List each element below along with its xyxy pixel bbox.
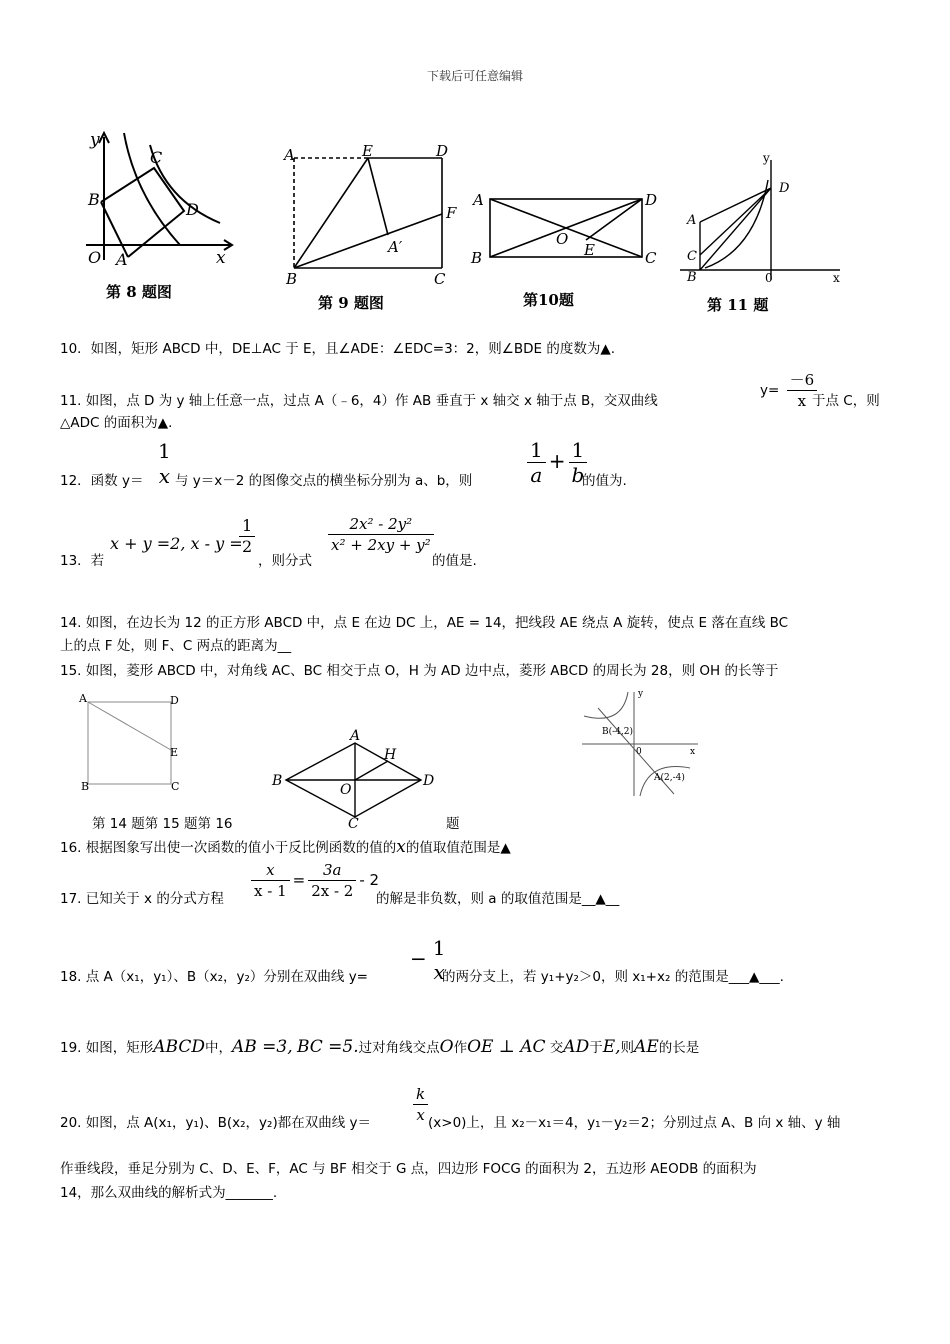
q20-prefix: 20. 如图，点 A(x₁，y₁)、B(x₂，y₂)都在双曲线 y＝ xyxy=(60,1115,372,1131)
fig8-label-x: x xyxy=(216,248,226,268)
q20-frac xyxy=(413,1084,428,1125)
fig9-label-c: C xyxy=(434,270,446,288)
fig16-label-x: x xyxy=(690,747,696,757)
question-17 xyxy=(60,858,890,908)
q12-suffix: 的值为. xyxy=(582,473,627,489)
q12-prefix: 12．函数 y＝ xyxy=(60,473,144,489)
fig10-caption: 第10题 xyxy=(523,291,574,309)
fig9-label-d: D xyxy=(436,142,449,160)
fig9-caption: 第 9 题图 xyxy=(318,294,384,312)
fig15-label-d: D xyxy=(423,773,435,789)
question-16 xyxy=(60,836,890,860)
q11-text-a: 11. 如图，点 D 为 y 轴上任意一点，过点 A（﹣6，4）作 AB 垂直于 x 轴交 x 轴于点 B，交双曲线 xyxy=(60,393,658,409)
q19-p2: 过对角线交点 xyxy=(358,1040,440,1056)
q17-left-num: x xyxy=(251,860,290,881)
q17-right-num: 3a xyxy=(308,860,356,881)
fig10-label-a: A xyxy=(473,191,484,209)
q20-suffix: (x>0)上，且 x₂－x₁＝4，y₁－y₂＝2；分别过点 A、B 向 x 轴、y 轴 xyxy=(428,1115,841,1131)
fig8-label-d: D xyxy=(186,200,199,219)
q13-expr-num: 2x² - 2y² xyxy=(328,514,434,535)
q19-oe: OE ⊥ AC xyxy=(467,1037,546,1057)
q16-suffix: 的值取值范围是▲ xyxy=(405,840,511,856)
q12-frac-1 xyxy=(155,438,174,488)
fig14-label-a: A xyxy=(79,692,87,705)
fig11-label-y: y xyxy=(763,151,770,165)
fig11-label-a: A xyxy=(687,213,697,228)
q18-suffix: 的两分支上，若 y₁+y₂＞0，则 x₁+x₂ 的范围是___▲___. xyxy=(442,969,784,985)
q12-plus: + xyxy=(548,449,566,473)
fig15-label-c: C xyxy=(348,816,359,828)
q13-mid: ，则分式 xyxy=(258,553,312,569)
q13-condition: x + y =2, x - y = xyxy=(110,534,243,553)
q17-prefix: 17. 已知关于 x 的分式方程 xyxy=(60,891,224,907)
q14-line1: 14. 如图，在边长为 12 的正方形 ABCD 中，点 E 在边 DC 上，AE = 14，把线段 AE 绕点 A 旋转，使点 E 落在直线 BC xyxy=(60,615,789,631)
fig10-label-d: D xyxy=(645,191,658,209)
question-10: 10．如图，矩形 ABCD 中，DE⊥AC 于 E，且∠ADE：∠EDC=3：2，则∠BDE 的度数为▲. xyxy=(60,341,616,357)
q19-p4: 交 xyxy=(549,1040,564,1056)
captions-row-left: 第 14 题第 15 题第 16 xyxy=(92,816,233,832)
fig8-label-b: B xyxy=(88,190,100,209)
q17-left-den: x - 1 xyxy=(254,882,287,900)
q12-sum xyxy=(524,438,590,487)
q18-prefix: 18. 点 A（x₁，y₁）、B（x₂，y₂）分别在双曲线 y= xyxy=(60,969,368,985)
fig15-label-o: O xyxy=(340,782,352,798)
q13-cond-frac xyxy=(239,516,255,557)
q19-e: E, xyxy=(602,1037,621,1057)
q17-suffix: 的解是非负数，则 a 的取值范围是__▲__ xyxy=(376,891,620,907)
fig11-label-d: D xyxy=(779,181,790,196)
q14-line2: 上的点 F 处，则 F、C 两点的距离为__ xyxy=(60,638,292,654)
fig11-label-o: 0 xyxy=(765,271,773,285)
q19-p5: 于 xyxy=(589,1040,603,1056)
figure-11 xyxy=(675,150,855,320)
fig16-label-a: A(2,-4) xyxy=(654,773,685,783)
q19-p1: 中， xyxy=(205,1040,232,1056)
question-18 xyxy=(60,932,890,992)
q17-right-frac xyxy=(308,860,356,901)
q20-line3: 14，那么双曲线的解析式为_______. xyxy=(60,1185,278,1201)
fig8-label-a: A xyxy=(116,250,128,269)
fig11-label-b: B xyxy=(687,270,697,285)
q12-mid: 与 y＝x－2 的图像交点的横坐标分别为 a、b，则 xyxy=(175,473,473,489)
q19-p6: 则 xyxy=(620,1040,635,1056)
fig8-label-o: O xyxy=(88,248,102,267)
q12-frac-a-den: a xyxy=(530,463,543,487)
q12-frac-a-num: 1 xyxy=(527,438,546,463)
fig11-caption: 第 11 题 xyxy=(707,296,769,314)
q19-ad: AD xyxy=(563,1037,590,1057)
q13-expr-den: x² + 2xy + y² xyxy=(331,536,431,554)
fig14-label-c: C xyxy=(171,780,180,793)
fig16-label-b: B(-4,2) xyxy=(602,727,633,737)
figure-15 xyxy=(268,728,438,828)
fig9-label-e: E xyxy=(362,142,373,160)
q12-frac-1-den: x xyxy=(158,464,170,488)
question-15: 15. 如图，菱形 ABCD 中，对角线 AC、BC 相交于点 O，H 为 AD 边中点，菱形 ABCD 的周长为 28，则 OH 的长等于 xyxy=(60,663,779,679)
fig9-label-b: B xyxy=(286,270,298,288)
fig8-caption: 第 8 题图 xyxy=(106,283,172,301)
fig14-label-b: B xyxy=(81,780,90,793)
q19-abcd: ABCD xyxy=(153,1037,205,1057)
fig15-label-a: A xyxy=(350,728,361,744)
q17-right-den: 2x - 2 xyxy=(311,882,354,900)
figure-14 xyxy=(75,690,195,800)
q20-frac-den: x xyxy=(416,1106,425,1124)
q12-frac-1-num: 1 xyxy=(158,439,171,463)
q19-p3: 作 xyxy=(453,1040,468,1056)
fig8-label-y: y xyxy=(90,130,100,150)
fig9-label-a: A xyxy=(284,146,295,164)
fig10-label-b: B xyxy=(471,249,483,267)
question-19 xyxy=(60,1036,890,1060)
figure-9 xyxy=(280,140,470,315)
fig10-label-o: O xyxy=(556,230,569,248)
q11-text-b: 于点 C，则 xyxy=(812,393,880,409)
question-13 xyxy=(60,512,890,572)
page-header: 下载后可任意编辑 xyxy=(426,69,523,83)
fig15-label-h: H xyxy=(384,747,397,763)
q11-line2: △ADC 的面积为▲. xyxy=(60,415,173,431)
question-14 xyxy=(60,612,890,658)
q19-o: O xyxy=(439,1037,454,1057)
fig15-label-b: B xyxy=(272,773,283,789)
figure-16 xyxy=(578,688,708,800)
q20-frac-num: k xyxy=(413,1084,428,1105)
q13-prefix: 13．若 xyxy=(60,553,105,569)
fig14-label-d: D xyxy=(170,694,179,707)
q12-frac-a xyxy=(527,438,546,487)
q17-minus: - 2 xyxy=(359,871,380,889)
q16-x: x xyxy=(396,837,406,857)
fig10-label-c: C xyxy=(645,249,657,267)
fig8-label-c: C xyxy=(150,148,163,167)
q19-ae: AE xyxy=(634,1037,659,1057)
q11-frac-num: －6 xyxy=(787,370,818,391)
figure-8 xyxy=(80,125,240,305)
q12-frac-b-den: b xyxy=(571,463,585,487)
q17-equation xyxy=(248,860,379,901)
fig9-label-f: F xyxy=(446,204,457,222)
q13-expr-frac xyxy=(328,514,434,555)
q20-line2: 作垂线段，垂足分别为 C、D、E、F，AC 与 BF 相交于 G 点，四边形 FOCG 的面积为 2，五边形 AEODB 的面积为 xyxy=(60,1161,757,1177)
fig14-label-e: E xyxy=(170,746,179,759)
q11-frac-den: x xyxy=(797,392,807,410)
q13-cond-frac-den: 2 xyxy=(242,537,253,556)
q19-bc: BC =5. xyxy=(296,1037,359,1057)
q13-suffix: 的值是. xyxy=(432,553,477,569)
q12-frac-b-num: 1 xyxy=(569,438,588,463)
fig16-label-o: 0 xyxy=(636,747,642,757)
q18-frac-den: x xyxy=(433,960,445,984)
q19-p7: 的长是 xyxy=(658,1040,700,1056)
q18-frac-num: 1 xyxy=(432,936,446,960)
question-20 xyxy=(60,1084,890,1204)
fig11-label-x: x xyxy=(833,271,840,285)
fig10-label-e: E xyxy=(584,241,595,259)
question-11 xyxy=(60,362,890,431)
fig9-label-a-prime: A′ xyxy=(388,238,403,256)
q19-ab: AB =3, xyxy=(232,1037,293,1057)
captions-row-right: 题 xyxy=(446,816,460,832)
q18-sign: − xyxy=(410,946,427,971)
fig11-label-c: C xyxy=(687,249,697,264)
q16-prefix: 16. 根据图象写出使一次函数的值小于反比例函数的值的 xyxy=(60,840,397,856)
q17-left-frac xyxy=(251,860,290,901)
fig16-label-y: y xyxy=(638,689,644,699)
q13-cond-frac-num: 1 xyxy=(239,516,255,537)
q11-y-eq: y= xyxy=(760,382,780,399)
question-12 xyxy=(60,438,890,488)
figure-10 xyxy=(468,185,668,315)
q17-eq: = xyxy=(292,871,306,889)
q19-prefix: 19. 如图，矩形 xyxy=(60,1040,154,1056)
